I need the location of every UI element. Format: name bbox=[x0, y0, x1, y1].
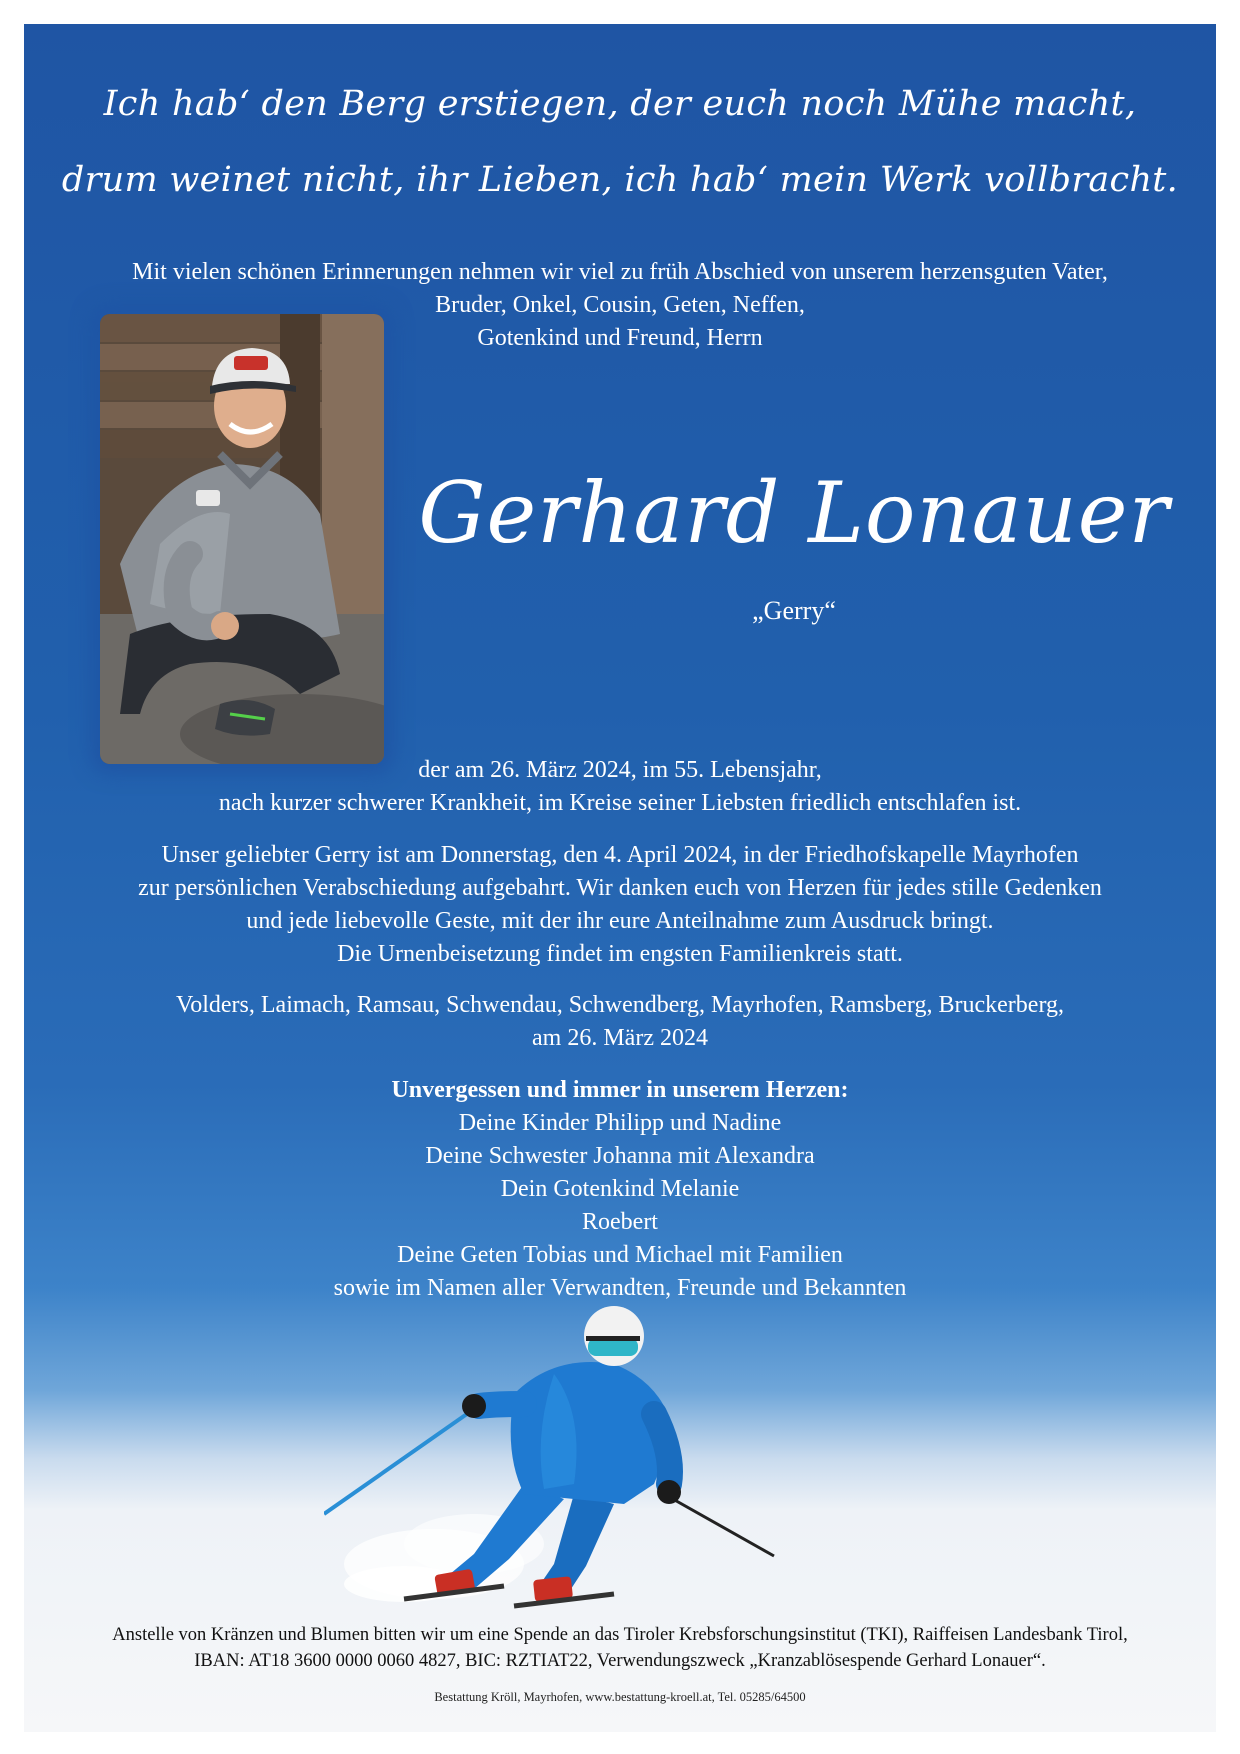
portrait-photo bbox=[100, 314, 384, 764]
places-line-2: am 26. März 2024 bbox=[532, 1025, 708, 1051]
death-line-2: nach kurzer schwerer Krankheit, im Kreise seiner Liebsten friedlich entschlafen ist. bbox=[218, 790, 1022, 816]
survivor-line: Deine Kinder Philipp und Nadine bbox=[458, 1110, 782, 1136]
intro-line-2: Bruder, Onkel, Cousin, Geten, Neffen, bbox=[435, 292, 805, 318]
places-line-1: Volders, Laimach, Ramsau, Schwendau, Schwendberg, Mayrhofen, Ramsberg, Bruckerberg, bbox=[175, 992, 1064, 1018]
survivor-line: sowie im Namen aller Verwandten, Freunde und Bekannten bbox=[333, 1275, 907, 1301]
obituary-sheet bbox=[24, 24, 1216, 1732]
survivor-line: Roebert bbox=[582, 1209, 658, 1235]
survivor-line: Deine Schwester Johanna mit Alexandra bbox=[425, 1143, 815, 1169]
viewing-line-3: und jede liebevolle Geste, mit der ihr eure Anteilnahme zum Ausdruck bringt. bbox=[246, 908, 994, 934]
skier-illustration bbox=[324, 1294, 884, 1614]
portrait-illustration bbox=[100, 314, 384, 764]
survivor-line: Deine Geten Tobias und Michael mit Familien bbox=[397, 1242, 843, 1268]
intro-line-3: Gotenkind und Freund, Herrn bbox=[477, 325, 763, 351]
death-notice bbox=[24, 754, 1216, 820]
places-date bbox=[24, 989, 1216, 1055]
viewing-notice bbox=[24, 839, 1216, 971]
viewing-line-4: Die Urnenbeisetzung findet im engsten Familienkreis statt. bbox=[337, 941, 903, 967]
death-line-1: der am 26. März 2024, im 55. Lebensjahr, bbox=[418, 757, 822, 783]
poem-line-2: drum weinet nicht, ihr Lieben, ich hab‘ mein Werk vollbracht. bbox=[61, 160, 1179, 200]
funeral-home-imprint: Bestattung Kröll, Mayrhofen, www.bestattung-kroell.at, Tel. 05285/64500 bbox=[434, 1690, 806, 1704]
donation-notice bbox=[24, 1622, 1216, 1674]
deceased-name: Gerhard Lonauer bbox=[418, 464, 1170, 562]
viewing-line-2: zur persönlichen Verabschiedung aufgebahrt. Wir danken euch von Herzen für jedes stille Gedenken bbox=[138, 875, 1102, 901]
survivors-list bbox=[24, 1074, 1216, 1305]
poem-line-1: Ich hab‘ den Berg erstiegen, der euch noch Mühe macht, bbox=[103, 84, 1137, 124]
poem bbox=[24, 66, 1216, 218]
donation-line-1: Anstelle von Kränzen und Blumen bitten wir um eine Spende an das Tiroler Krebsforschungsinstitut (TKI), Raiffeisen Landesbank Tirol, bbox=[112, 1625, 1128, 1645]
deceased-nickname: „Gerry“ bbox=[752, 596, 836, 625]
intro-line-1: Mit vielen schönen Erinnerungen nehmen wir viel zu früh Abschied von unserem herzensguten Vater, bbox=[132, 259, 1108, 285]
survivor-line: Dein Gotenkind Melanie bbox=[500, 1176, 740, 1202]
survivors-heading: Unvergessen und immer in unserem Herzen: bbox=[391, 1077, 849, 1103]
viewing-line-1: Unser geliebter Gerry ist am Donnerstag, den 4. April 2024, in der Friedhofskapelle Mayrhofen bbox=[161, 842, 1079, 868]
donation-line-2: IBAN: AT18 3600 0000 0060 4827, BIC: RZTIAT22, Verwendungszweck „Kranzablösespende Gerhard Lonauer“. bbox=[194, 1651, 1046, 1671]
